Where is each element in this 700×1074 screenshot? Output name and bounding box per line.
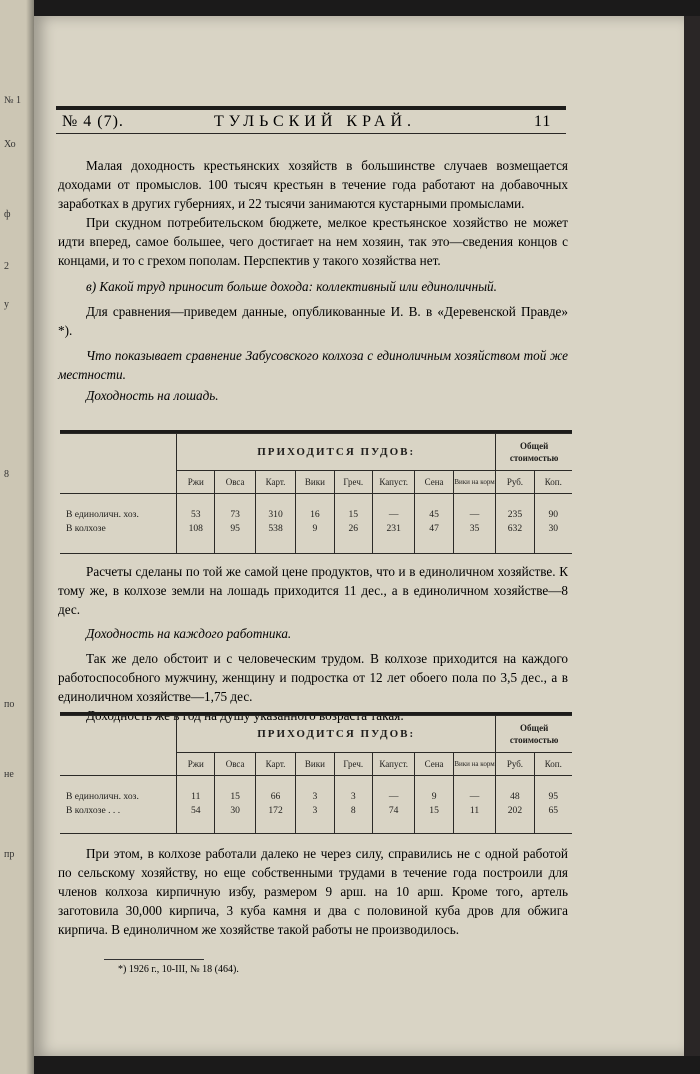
paragraph: Малая доходность крестьянских хозяйств в большинстве случаев возмещается доходами от промыслов. 100 тысяч крестьян в течение года работают на добавочных заработках в других губерниях, и 22 тысячи занимаются кустарными промыслами.: [58, 158, 568, 211]
column-header: Капуст.: [372, 471, 414, 494]
table-cell: 66 172: [255, 776, 295, 834]
table-cell: — 35: [453, 494, 495, 554]
paragraph: Для сравнения—приведем данные, опубликованные И. В. в «Деревенской Правде» *).: [58, 304, 568, 338]
table1-caption: Доходность на лошадь.: [86, 388, 219, 403]
column-header: Греч.: [334, 753, 372, 776]
column-header: Карт.: [255, 753, 295, 776]
table-cell: 235 632: [496, 494, 534, 554]
table2-caption: Доходность на каждого работника.: [86, 626, 292, 641]
footnote: *) 1926 г., 10-III, № 18 (464).: [118, 964, 239, 975]
row-label: В единоличн. хоз.: [66, 509, 139, 520]
row-label: В единоличн. хоз.: [66, 791, 139, 802]
column-header: Коп.: [534, 753, 572, 776]
table-corner-cell: [60, 434, 177, 494]
column-header: Ржи: [177, 471, 215, 494]
table-cell: — 11: [453, 776, 495, 834]
prev-page-fragment: 2: [4, 261, 9, 272]
table-cell: 90 30: [534, 494, 572, 554]
column-header: Руб.: [496, 471, 534, 494]
footnote-rule: [104, 959, 204, 960]
table-worker-income: [60, 712, 572, 834]
column-header: Греч.: [334, 471, 372, 494]
table-group-header: ПРИХОДИТСЯ ПУДОВ:: [177, 716, 496, 753]
prev-page-fragment: не: [4, 769, 14, 780]
prev-page-fragment: № 1: [4, 95, 22, 106]
column-header: Сена: [415, 753, 453, 776]
table-cell: 11 54: [177, 776, 215, 834]
row-label: В колхозе . . .: [66, 805, 121, 816]
table-cell: 73 95: [215, 494, 255, 554]
column-header: Овса: [215, 471, 255, 494]
column-header: Капуст.: [372, 753, 414, 776]
page-fold-shadow: [26, 0, 34, 1074]
prev-page-fragment: ф: [4, 209, 11, 220]
header-rule-thick: [56, 106, 566, 110]
paragraph: Доходность же в год на душу указанного возраста такая:: [86, 708, 404, 723]
table-cell: 53 108: [177, 494, 215, 554]
book-page: [34, 16, 684, 1056]
paragraph: При этом, в колхозе работали далеко не через силу, справились не с одной работой по сельскому хозяйству, но еще собственными трудами в течение года построили для членов колхоза кирпичную избу, размером 9 арш. на 10 арш. Кроме того, артель заготовила 30,000 кирпича, 3 куба камня и два с половиной куба дров для обжига кирпича. В единоличном же хозяйстве такой работы не производилось.: [58, 846, 568, 937]
column-header: Вики: [296, 753, 334, 776]
row-labels: [60, 494, 177, 554]
table-cost-header: Общей стоимостью: [496, 434, 572, 471]
journal-title: ТУЛЬСКИЙ КРАЙ.: [214, 113, 417, 130]
previous-page-edge: [0, 0, 34, 1074]
table-cost-header: Общей стоимостью: [496, 716, 572, 753]
data-table: [60, 433, 572, 554]
prev-page-fragment: пр: [4, 849, 15, 860]
column-header: Вики на корм: [453, 471, 495, 494]
paragraph-block-1: [58, 156, 568, 405]
prev-page-fragment: 8: [4, 469, 9, 480]
table-cell: 3 3: [296, 776, 334, 834]
prev-page-fragment: по: [4, 699, 15, 710]
column-header: Руб.: [496, 753, 534, 776]
table-cell: 15 30: [215, 776, 255, 834]
table-corner-cell: [60, 716, 177, 776]
table-cell: 15 26: [334, 494, 372, 554]
column-header: Ржи: [177, 753, 215, 776]
page-dark-edge: [684, 16, 700, 1056]
row-label: В колхозе: [66, 523, 106, 534]
table-cell: 48 202: [496, 776, 534, 834]
paragraph: Так же дело обстоит и с человеческим трудом. В колхозе приходится на каждого работоспособного мужчину, женщину и подростка от 12 лет обоего пола по 3,5 дес., а в единоличном хозяйстве—1,75 дес.: [58, 651, 568, 704]
table-cell: 3 8: [334, 776, 372, 834]
table-cell: — 74: [372, 776, 414, 834]
paragraph-block-2: [58, 562, 568, 725]
prev-page-fragment: у: [4, 299, 9, 310]
paragraph-italic: Что показывает сравнение Забусовского колхоза с единоличным хозяйством той же местности.: [58, 348, 568, 382]
table-horse-income: [60, 430, 572, 554]
data-table: [60, 715, 572, 834]
row-labels: [60, 776, 177, 834]
column-header: Коп.: [534, 471, 572, 494]
table-cell: 95 65: [534, 776, 572, 834]
header-rule-thin: [56, 133, 566, 134]
column-header: Вики: [296, 471, 334, 494]
column-header: Овса: [215, 753, 255, 776]
paragraph: Расчеты сделаны по той же самой цене продуктов, что и в единоличном хозяйстве. К тому же, в колхозе земли на лошадь приходится 11 дес., а в единоличном хозяйстве—8 дес.: [58, 564, 568, 617]
table-cell: — 231: [372, 494, 414, 554]
table-cell: 45 47: [415, 494, 453, 554]
table-cell: 310 538: [255, 494, 295, 554]
paragraph-block-3: [58, 844, 568, 939]
issue-number: № 4 (7).: [62, 113, 124, 130]
section-heading: в) Какой труд приносит больше дохода: коллективный или единоличный.: [86, 279, 497, 294]
prev-page-fragment: Хо: [4, 139, 16, 150]
paragraph: При скудном потребительском бюджете, мелкое крестьянское хозяйство не может идти вперед, самое большее, чего достигает на нем хозяин, так это—сведения концов с концами, и то с грехом пополам. Перспектив у такого хозяйства нет.: [58, 215, 568, 268]
page-number: 11: [534, 113, 552, 130]
column-header: Сена: [415, 471, 453, 494]
column-header: Карт.: [255, 471, 295, 494]
table-cell: 16 9: [296, 494, 334, 554]
table-group-header: ПРИХОДИТСЯ ПУДОВ:: [177, 434, 496, 471]
table-cell: 9 15: [415, 776, 453, 834]
column-header: Вики на корм: [453, 753, 495, 776]
